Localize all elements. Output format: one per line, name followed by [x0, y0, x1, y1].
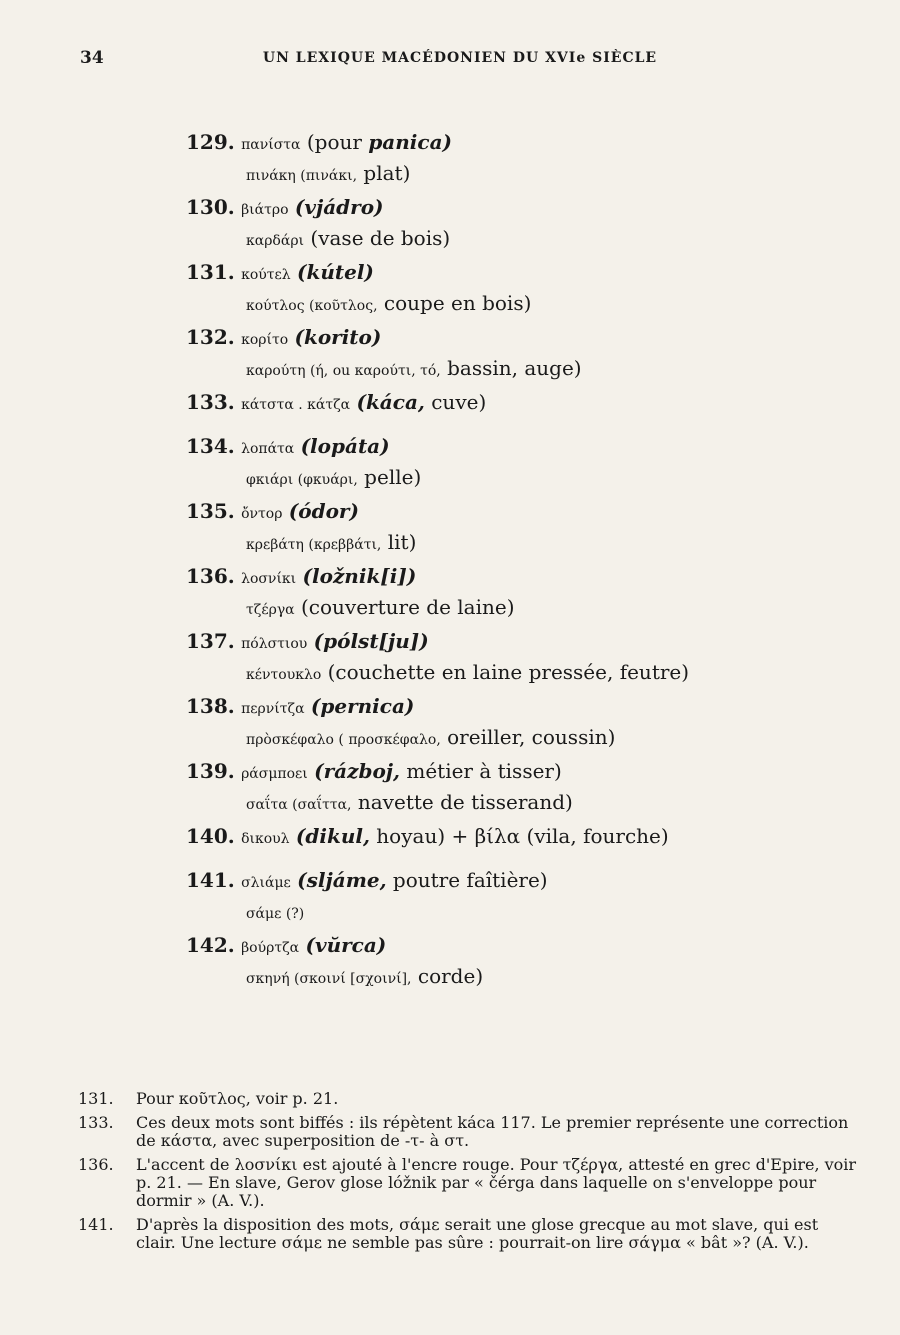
entry-number: 129.: [186, 130, 235, 154]
french-gloss: poutre faîtière): [386, 868, 548, 892]
entry-number: 133.: [186, 390, 235, 414]
greek-headword: πόλστιου: [241, 636, 308, 652]
lexicon-entry: [186, 627, 826, 692]
slavic-form: (ódor): [288, 499, 359, 523]
greek-headword: κάτστα . κάτζα: [241, 397, 351, 413]
slavic-form: (dikul,: [295, 824, 370, 848]
page-header: [80, 48, 840, 72]
slavic-form: (kútel): [297, 260, 374, 284]
entry-number: 135.: [186, 499, 235, 523]
entry-headword-line: [186, 692, 826, 723]
entry-gloss-line: [186, 159, 826, 190]
entry-number: 130.: [186, 195, 235, 219]
entry-gloss-line: [186, 962, 826, 993]
french-gloss: navette de tisserand): [351, 790, 573, 814]
footnote: [78, 1090, 860, 1108]
greek-headword: δικουλ: [241, 831, 290, 847]
entry-gloss-line: [186, 658, 826, 689]
lexicon-entry: [186, 692, 826, 757]
greek-gloss: φκιάρι (φκυάρι,: [246, 472, 358, 488]
entry-number: 142.: [186, 933, 235, 957]
footnote-text: Pour κοῦτλος, voir p. 21.: [136, 1089, 339, 1108]
french-gloss: hoyau) + βίλα (vila, fourche): [369, 824, 669, 848]
slavic-form: (vjádro): [294, 195, 384, 219]
entry-gloss-line: [186, 788, 826, 819]
lexicon-entry: [186, 822, 826, 866]
footnote: [78, 1156, 860, 1210]
lexicon-entry: [186, 497, 826, 562]
entry-headword-line: [186, 323, 826, 354]
greek-gloss: σκηνή (σκοινί [σχοινί],: [246, 971, 412, 987]
lexicon-entry: [186, 258, 826, 323]
slavic-form: (káca,: [356, 390, 425, 414]
slavic-form: (sljáme,: [297, 868, 387, 892]
lexicon-entry: [186, 432, 826, 497]
entry-number: 139.: [186, 759, 235, 783]
lexicon-entry: [186, 128, 826, 193]
greek-headword: περνίτζα: [241, 701, 305, 717]
french-gloss: (couchette en laine pressée, feutre): [321, 660, 690, 684]
greek-headword: λοπάτα: [241, 441, 295, 457]
greek-headword: βιάτρο: [241, 202, 289, 218]
greek-headword: ράσμποει: [241, 766, 308, 782]
greek-headword: βούρτζα: [241, 940, 300, 956]
french-gloss: métier à tisser): [400, 759, 562, 783]
lexicon-entry: [186, 757, 826, 822]
entry-number: 138.: [186, 694, 235, 718]
entry-headword-line: [186, 866, 826, 897]
entry-headword-line: [186, 128, 826, 159]
entry-headword-line: [186, 931, 826, 962]
footnotes: [78, 1090, 860, 1258]
entry-gloss-line: [186, 723, 826, 754]
slavic-form: (pernica): [310, 694, 415, 718]
lexicon-entry: [186, 562, 826, 627]
french-gloss: cuve): [424, 390, 487, 414]
french-gloss: (vase de bois): [304, 226, 451, 250]
entry-number: 132.: [186, 325, 235, 349]
entry-number: 137.: [186, 629, 235, 653]
entry-number: 141.: [186, 868, 235, 892]
lexicon-entry: [186, 323, 826, 388]
french-gloss: coupe en bois): [377, 291, 532, 315]
entry-gloss-line: [186, 224, 826, 255]
entry-headword-line: [186, 627, 826, 658]
greek-headword: λοσνίκι: [241, 571, 297, 587]
greek-gloss: πρὸσκέφαλο ( προσκέφαλο,: [246, 732, 441, 748]
entry-headword-line: [186, 757, 826, 788]
entry-headword-line: [186, 258, 826, 289]
entry-number: 134.: [186, 434, 235, 458]
footnote-number: 141.: [78, 1215, 114, 1234]
slavic-form: (rázboj,: [314, 759, 400, 783]
lexicon-entry: [186, 931, 826, 996]
entry-gloss-line: [186, 897, 826, 928]
page-number: 34: [80, 48, 104, 68]
slavic-form: (lopáta): [300, 434, 390, 458]
greek-headword: κούτελ: [241, 267, 291, 283]
footnote-text: L'accent de λοσνίκι est ajouté à l'encre rouge. Pour τζέργα, attesté en grec d'Epire, voir p. 21. — En slave, Gerov glose lóžnik par « čérga dans laquelle on s'enveloppe pour dormir » (A. V.).: [136, 1155, 857, 1210]
greek-gloss: σάμε (?): [246, 906, 305, 922]
entry-gloss-line: [186, 528, 826, 559]
french-gloss: bassin, auge): [440, 356, 582, 380]
greek-gloss: κρεβάτη (κρεββάτι,: [246, 537, 382, 553]
lexicon-entries: [186, 128, 826, 996]
footnote-number: 131.: [78, 1089, 114, 1108]
footnote-number: 136.: [78, 1155, 114, 1174]
entry-gloss-line: [186, 463, 826, 494]
greek-headword: κορίτο: [241, 332, 289, 348]
entry-number: 131.: [186, 260, 235, 284]
lexicon-entry: [186, 866, 826, 931]
slavic-form: (ložnik[i]): [302, 564, 417, 588]
entry-number: 140.: [186, 824, 235, 848]
footnote: [78, 1216, 860, 1252]
running-title: UN LEXIQUE MACÉDONIEN DU XVIe SIÈCLE: [262, 50, 658, 66]
slavic-form: (pólst[ju]): [313, 629, 429, 653]
lexicon-entry: [186, 193, 826, 258]
entry-gloss-line: [186, 593, 826, 624]
greek-gloss: καρδάρι: [246, 233, 305, 249]
lexicon-entry: [186, 388, 826, 432]
entry-gloss-line: [186, 354, 826, 385]
greek-gloss: κέντουκλο: [246, 667, 322, 683]
footnote-text: D'après la disposition des mots, σάμε serait une glose grecque au mot slave, qui est clair. Une lecture σάμε ne semble pas sûre : pourrait-on lire σάγμα « bât »? (A. V.).: [136, 1215, 819, 1252]
french-gloss: oreiller, coussin): [440, 725, 616, 749]
entry-headword-line: [186, 497, 826, 528]
greek-headword: σλιάμε: [241, 875, 291, 891]
entry-headword-line: [186, 432, 826, 463]
french-gloss: lit): [381, 530, 417, 554]
footnote: [78, 1114, 860, 1150]
slavic-form: panica): [368, 130, 452, 154]
french-gloss: plat): [357, 161, 411, 185]
greek-headword: πανίστα: [241, 137, 301, 153]
entry-headword-line: [186, 562, 826, 593]
slavic-form: (korito): [294, 325, 382, 349]
entry-headword-line: [186, 193, 826, 224]
footnote-text: Ces deux mots sont biffés : ils répètent káca 117. Le premier représente une correction de κάστα, avec superposition de -τ- à στ.: [136, 1113, 849, 1150]
entry-headword-line: [186, 822, 826, 853]
greek-gloss: σαΐτα (σαΐττα,: [246, 797, 352, 813]
entry-number: 136.: [186, 564, 235, 588]
entry-headword-line: [186, 388, 826, 419]
greek-headword: ὄντορ: [241, 506, 283, 522]
entry-connector: (pour: [300, 130, 369, 154]
greek-gloss: τζέργα: [246, 602, 295, 618]
greek-gloss: πινάκη (πινάκι,: [246, 168, 358, 184]
slavic-form: (vŭrca): [305, 933, 387, 957]
french-gloss: corde): [411, 964, 484, 988]
french-gloss: (couverture de laine): [294, 595, 515, 619]
french-gloss: pelle): [357, 465, 422, 489]
greek-gloss: κούτλος (κοῦτλος,: [246, 298, 378, 314]
footnote-number: 133.: [78, 1113, 114, 1132]
entry-gloss-line: [186, 289, 826, 320]
greek-gloss: καρούτη (ή, ou καρούτι, τό,: [246, 363, 441, 379]
